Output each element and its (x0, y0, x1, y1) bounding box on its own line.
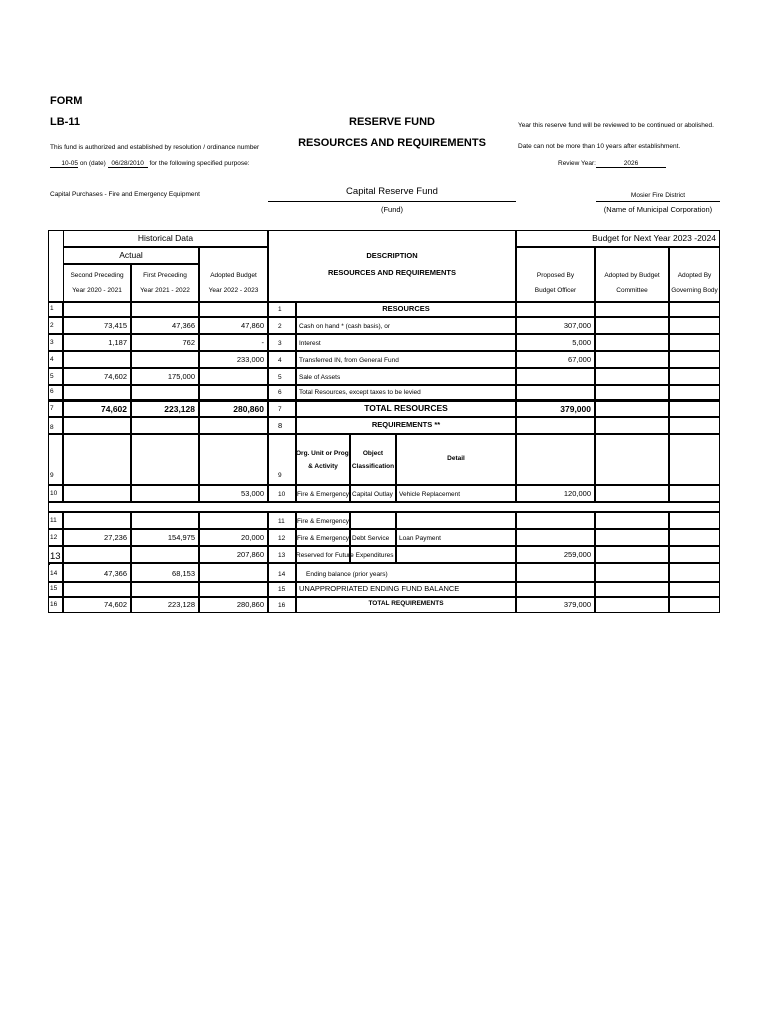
object-class: Capital Outlay (352, 491, 393, 498)
desc-text: Transferred IN, from General Fund (299, 357, 399, 364)
cell (63, 485, 131, 502)
row-number: 2 (50, 322, 54, 329)
row-number: 15 (50, 585, 58, 592)
row-number: 16 (50, 601, 58, 608)
row-number: 11 (50, 517, 57, 524)
desc-row-number: 9 (278, 472, 282, 479)
org-unit: Fire & Emergency (296, 518, 350, 525)
cell (350, 512, 396, 529)
desc-row-number: 11 (278, 518, 285, 525)
cell (669, 597, 720, 613)
review-year-label: Review Year: (558, 160, 596, 167)
col-second-year: Year 2020 - 2021 (72, 287, 122, 294)
cell (595, 597, 669, 613)
desc-row-number: 10 (278, 491, 286, 498)
page-title: RESERVE FUND (349, 116, 435, 128)
value-proposed[interactable]: 307,000 (563, 321, 591, 330)
cell (63, 512, 131, 529)
desc-text: Cash on hand * (cash basis), or (299, 323, 391, 330)
value-adopted: 207,860 (236, 550, 264, 559)
cell (595, 434, 669, 485)
cell (669, 485, 720, 502)
historical-label: Historical Data (137, 233, 194, 243)
value-second: 74,602 (104, 600, 127, 609)
value-proposed[interactable]: 379,000 (563, 600, 591, 609)
cell (199, 385, 268, 400)
cell (63, 582, 131, 597)
cell (199, 582, 268, 597)
org-unit-label-2: & Activity (308, 463, 338, 470)
value-proposed[interactable]: 120,000 (563, 489, 591, 498)
cell (669, 434, 720, 485)
cell (595, 385, 669, 400)
value-second: 74,602 (101, 404, 127, 414)
object-label-2: Classification (351, 463, 395, 470)
cell (669, 582, 720, 597)
requirements-heading: REQUIREMENTS ** (371, 420, 441, 429)
cell (131, 546, 199, 563)
desc-row-number: 12 (278, 535, 286, 542)
value-adopted: 53,000 (241, 489, 264, 498)
cell (595, 417, 669, 434)
desc-text: Ending balance (prior years) (306, 571, 388, 578)
value-adopted: 280,860 (236, 600, 264, 609)
col-committee: Adopted by Budget (604, 272, 660, 279)
value-second: 27,236 (104, 533, 127, 542)
cell (669, 302, 720, 317)
cell (63, 417, 131, 434)
cell (63, 302, 131, 317)
cell (131, 512, 199, 529)
object-class: Debt Service (352, 535, 390, 542)
object-label: Object (362, 450, 384, 457)
detail-text: Loan Payment (399, 535, 441, 542)
cell (669, 400, 720, 417)
cell (63, 264, 131, 302)
page-subtitle: RESOURCES AND REQUIREMENTS (298, 137, 486, 149)
cell (199, 434, 268, 485)
actual-label: Actual (119, 250, 143, 260)
value-second: 47,366 (104, 569, 127, 578)
row-number: 13 (50, 551, 61, 562)
value-adopted: 280,860 (233, 404, 264, 414)
row-number: 3 (50, 339, 54, 346)
cell (669, 368, 720, 385)
purpose-label: for the following specified purpose: (149, 160, 250, 167)
row-number: 14 (50, 570, 58, 577)
desc-text: UNAPPROPRIATED ENDING FUND BALANCE (299, 584, 460, 593)
cell (131, 351, 199, 368)
detail-text: Vehicle Replacement (399, 491, 461, 498)
cell (396, 546, 516, 563)
col-committee-2: Committee (616, 287, 648, 294)
cell (199, 302, 268, 317)
desc-row-number: 7 (278, 406, 282, 413)
desc-row-number: 1 (278, 306, 282, 313)
org-unit: Reserved for Future Expenditures (296, 552, 394, 559)
value-adopted: - (261, 338, 264, 347)
cell (516, 529, 595, 546)
cell (595, 334, 669, 351)
cell (131, 264, 199, 302)
cell (48, 563, 50, 565)
value-first: 68,153 (172, 569, 195, 578)
desc-text: Sale of Assets (299, 374, 341, 381)
cell (669, 529, 720, 546)
org-unit: Fire & Emergency (296, 491, 350, 498)
fund-caption: (Fund) (380, 205, 404, 214)
row-number: 4 (50, 356, 54, 363)
cell (669, 417, 720, 434)
cell (669, 351, 720, 368)
description-label: DESCRIPTION (366, 251, 418, 260)
cell (199, 563, 268, 582)
budget-label: Budget for Next Year 2023 -2024 (592, 233, 716, 243)
cell (595, 400, 669, 417)
cell (516, 582, 595, 597)
col-governing-2: Governing Body (671, 287, 718, 294)
value-first: 762 (182, 338, 195, 347)
cell (669, 512, 720, 529)
row-number: 12 (50, 534, 58, 541)
value-second: 1,187 (108, 338, 127, 347)
resources-heading: RESOURCES (382, 304, 430, 313)
description-header (268, 230, 516, 302)
value-proposed[interactable]: 5,000 (572, 338, 591, 347)
cell (595, 582, 669, 597)
value-first: 223,128 (167, 600, 195, 609)
review-year[interactable]: 2026 (596, 160, 666, 168)
ordinance-number[interactable]: 10-05 (50, 160, 78, 168)
cell (63, 351, 131, 368)
row-number: 7 (50, 405, 54, 412)
fund-name[interactable]: Capital Reserve Fund (346, 186, 438, 197)
desc-row-number: 14 (278, 571, 286, 578)
col-adopted-year: Year 2022 - 2023 (208, 287, 259, 294)
cell (595, 485, 669, 502)
desc-text: Interest (299, 340, 321, 347)
ordinance-date[interactable]: 06/28/2010 (108, 160, 148, 168)
col-adopted: Adopted Budget (210, 272, 257, 279)
cell (669, 546, 720, 563)
value-adopted: 20,000 (241, 533, 264, 542)
value-adopted: 233,000 (236, 355, 264, 364)
cell (131, 434, 199, 485)
row-number: 6 (50, 388, 54, 395)
value-first: 47,366 (172, 321, 195, 330)
cell (131, 385, 199, 400)
cell (516, 563, 595, 582)
desc-row-number: 5 (278, 374, 282, 381)
form-label: FORM (50, 95, 83, 107)
value-adopted: 47,860 (241, 321, 264, 330)
row-number: 1 (50, 305, 54, 312)
cell (131, 417, 199, 434)
desc-row-number: 2 (278, 323, 282, 330)
desc-row-number: 3 (278, 340, 282, 347)
cell (199, 512, 268, 529)
purpose-text: Capital Purchases - Fire and Emergency Equipment (50, 191, 200, 198)
cell (516, 385, 595, 400)
cell (63, 434, 131, 485)
auth-text: This fund is authorized and established by resolution / ordinance number (50, 144, 260, 151)
col-proposed-2: Budget Officer (534, 287, 577, 294)
cell (63, 546, 131, 563)
desc-row-number: 4 (278, 357, 282, 364)
col-governing: Adopted By (677, 272, 712, 279)
value-first: 223,128 (164, 404, 195, 414)
municipality-name[interactable]: Mosier Fire District (630, 192, 686, 199)
cell (350, 434, 396, 485)
desc-row-number: 6 (278, 389, 282, 396)
col-proposed: Proposed By (536, 272, 575, 279)
row-number: 10 (50, 490, 58, 497)
cell (516, 512, 595, 529)
cell (131, 582, 199, 597)
value-first: 154,975 (167, 533, 195, 542)
value-proposed[interactable]: 67,000 (568, 355, 591, 364)
desc-row-number: 16 (278, 602, 286, 609)
desc-row-number: 15 (278, 586, 286, 593)
cell (396, 512, 516, 529)
cell (296, 434, 350, 485)
value-proposed[interactable]: 259,000 (563, 550, 591, 559)
cell (595, 529, 669, 546)
cell (669, 317, 720, 334)
cell (669, 385, 720, 400)
cell (199, 417, 268, 434)
cell (199, 368, 268, 385)
cell (595, 351, 669, 368)
cell (63, 385, 131, 400)
cell (131, 485, 199, 502)
description-sub: RESOURCES AND REQUIREMENTS (327, 268, 457, 277)
detail-label: Detail (447, 455, 465, 462)
form-code: LB-11 (50, 116, 80, 128)
desc-text: Total Resources, except taxes to be levied (299, 389, 421, 396)
cell (516, 434, 595, 485)
desc-row-number: 8 (278, 421, 283, 430)
value-second: 74,602 (104, 372, 127, 381)
col-first-year: Year 2021 - 2022 (140, 287, 190, 294)
cell (516, 302, 595, 317)
cell (669, 334, 720, 351)
value-second: 73,415 (104, 321, 127, 330)
cell (595, 512, 669, 529)
cell (595, 546, 669, 563)
cell (131, 302, 199, 317)
desc-text: TOTAL REQUIREMENTS (368, 600, 444, 607)
cell (595, 563, 669, 582)
review-note-1: Year this reserve fund will be reviewed to be continued or abolished. (518, 122, 714, 129)
org-unit: Fire & Emergency (296, 535, 350, 542)
row-number: 9 (50, 472, 54, 479)
desc-text: TOTAL RESOURCES (364, 403, 448, 413)
cell (595, 317, 669, 334)
value-proposed[interactable]: 379,000 (560, 404, 591, 414)
cell (516, 417, 595, 434)
review-note-2: Date can not be more than 10 years after establishment. (518, 143, 681, 150)
municipality-caption: (Name of Municipal Corporation) (603, 205, 713, 214)
on-date-label: on (date) (79, 160, 106, 167)
col-first-preceding: First Preceding (143, 272, 187, 279)
cell (48, 502, 720, 512)
desc-row-number: 13 (278, 552, 286, 559)
cell (669, 563, 720, 582)
col-second-preceding: Second Preceding (70, 272, 124, 279)
row-number: 5 (50, 373, 54, 380)
cell (595, 368, 669, 385)
value-first: 175,000 (167, 372, 195, 381)
row-number: 8 (50, 424, 54, 431)
org-unit-label: Org. Unit or Prog. (296, 450, 351, 457)
cell (516, 368, 595, 385)
cell (595, 302, 669, 317)
